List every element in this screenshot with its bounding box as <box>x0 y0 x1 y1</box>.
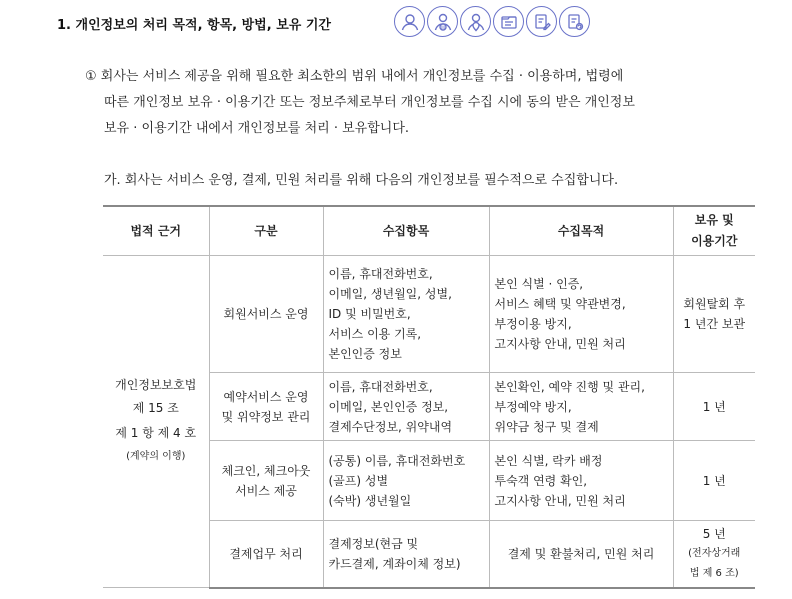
retention-cell: 5 년 (전자상거래 법 제 6 조) <box>673 521 755 588</box>
svg-text:W: W <box>440 25 445 31</box>
user-badge-w-icon <box>427 6 458 37</box>
paragraph-line-1: ① 회사는 서비스 제공을 위해 필요한 최소한의 범위 내에서 개인정보를 수집 · 이용하며, 법령에 <box>85 69 624 84</box>
items-cell: 결제정보(현금 및 카드결제, 계좌이체 정보) <box>323 521 489 588</box>
purpose-cell: 본인확인, 예약 진행 및 관리, 부정예약 방지, 위약금 청구 및 결제 <box>489 373 673 441</box>
document-edit-icon <box>526 6 557 37</box>
intro-paragraph <box>85 64 745 142</box>
paragraph-line-2: 따른 개인정보 보유 · 이용기간 또는 정보주체로부터 개인정보를 수집 시에 동의 받은 개인정보 <box>104 95 635 110</box>
header-retention: 보유 및 이용기간 <box>673 206 755 256</box>
items-cell: 이름, 휴대전화번호, 이메일, 생년월일, 성별, ID 및 비밀번호, 서비스 이용 기록, 본인인증 정보 <box>323 256 489 373</box>
icon-row <box>394 6 590 37</box>
document-refresh-icon <box>559 6 590 37</box>
circled-number-marker: ① <box>85 69 97 84</box>
category-cell: 체크인, 체크아웃 서비스 제공 <box>209 441 323 521</box>
purpose-cell: 본인 식별, 락카 배정 투숙객 연령 확인, 고지사항 안내, 민원 처리 <box>489 441 673 521</box>
section-heading: 1. 개인정보의 처리 목적, 항목, 방법, 보유 기간 <box>57 18 331 33</box>
subheading: 가. 회사는 서비스 운영, 결제, 민원 처리를 위해 다음의 개인정보를 필수적으로 수집합니다. <box>104 173 619 188</box>
table-row <box>103 256 755 373</box>
items-cell: 이름, 휴대전화번호, 이메일, 본인인증 정보, 결제수단정보, 위약내역 <box>323 373 489 441</box>
paragraph-line-3: 보유 · 이용기간 내에서 개인정보를 처리 · 보유합니다. <box>104 121 410 136</box>
category-cell: 결제업무 처리 <box>209 521 323 588</box>
purpose-cell: 결제 및 환불처리, 민원 처리 <box>489 521 673 588</box>
items-cell: (공통) 이름, 휴대전화번호 (골프) 성별 (숙박) 생년월일 <box>323 441 489 521</box>
retention-cell: 회원탈회 후 1 년간 보관 <box>673 256 755 373</box>
user-icon <box>394 6 425 37</box>
header-items: 수집항목 <box>323 206 489 256</box>
header-basis: 법적 근거 <box>103 206 209 256</box>
category-cell: 예약서비스 운영 및 위약정보 관리 <box>209 373 323 441</box>
header-category: 구분 <box>209 206 323 256</box>
table-header-row <box>103 206 755 256</box>
category-cell: 회원서비스 운영 <box>209 256 323 373</box>
retention-cell: 1 년 <box>673 373 755 441</box>
personal-info-table <box>103 205 755 589</box>
user-location-icon <box>460 6 491 37</box>
retention-cell: 1 년 <box>673 441 755 521</box>
header-purpose: 수집목적 <box>489 206 673 256</box>
purpose-cell: 본인 식별 · 인증, 서비스 혜택 및 약관변경, 부정이용 방지, 고지사항 안내, 민원 처리 <box>489 256 673 373</box>
document-folder-icon <box>493 6 524 37</box>
legal-basis-cell: 개인정보보호법 제 15 조 제 1 항 제 4 호 (계약의 이행) <box>103 256 209 588</box>
